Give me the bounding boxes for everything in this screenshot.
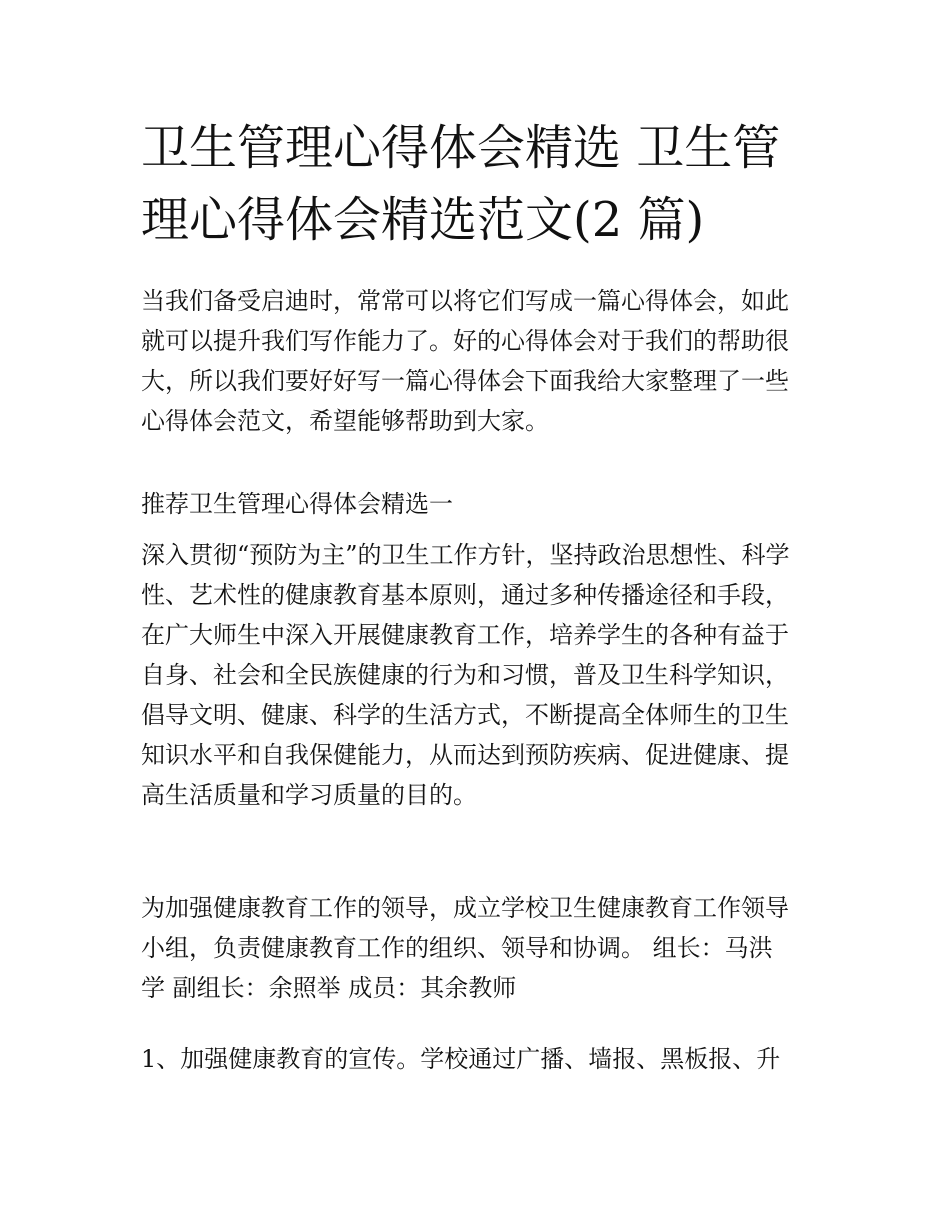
text-line: 就可以提升我们写作能力了。好的心得体会对于我们的帮助很 [141,327,789,355]
text-line: 深入贯彻“预防为主”的卫生工作方针，坚持政治思想性、科学 [141,541,790,569]
text-line: 学 副组长：余照举 成员：其余教师 [141,974,517,1002]
paragraph-1 [141,535,813,815]
paragraph-2 [141,888,813,1008]
text-line: 1、加强健康教育的宣传。学校通过广播、墙报、黑板报、升 [141,1045,781,1073]
paragraph-3 [141,1039,813,1079]
text-line: 当我们备受启迪时，常常可以将它们写成一篇心得体会，如此 [141,287,789,315]
text-line: 大，所以我们要好好写一篇心得体会下面我给大家整理了一些 [141,367,789,395]
text-line: 性、艺术性的健康教育基本原则，通过多种传播途径和手段， [141,581,789,609]
intro-paragraph [141,281,813,441]
text-line: 倡导文明、健康、科学的生活方式，不断提高全体师生的卫生 [141,701,789,729]
text-line: 在广大师生中深入开展健康教育工作，培养学生的各种有益于 [141,621,789,649]
subheading-text: 推荐卫生管理心得体会精选一 [141,490,453,518]
document-title [141,112,813,256]
text-line: 为加强健康教育工作的领导，成立学校卫生健康教育工作领导 [141,894,789,922]
text-line: 高生活质量和学习质量的目的。 [141,781,477,809]
text-line: 知识水平和自我保健能力，从而达到预防疾病、促进健康、提 [141,741,789,769]
title-line: 理心得体会精选范文(2 篇) [141,192,705,248]
text-line: 自身、社会和全民族健康的行为和习惯，普及卫生科学知识， [141,661,789,689]
text-line: 小组，负责健康教育工作的组织、领导和协调。 组长：马洪 [141,934,773,962]
title-line: 卫生管理心得体会精选 卫生管 [141,120,781,176]
text-line: 心得体会范文，希望能够帮助到大家。 [141,407,549,435]
section-subheading [141,484,813,524]
